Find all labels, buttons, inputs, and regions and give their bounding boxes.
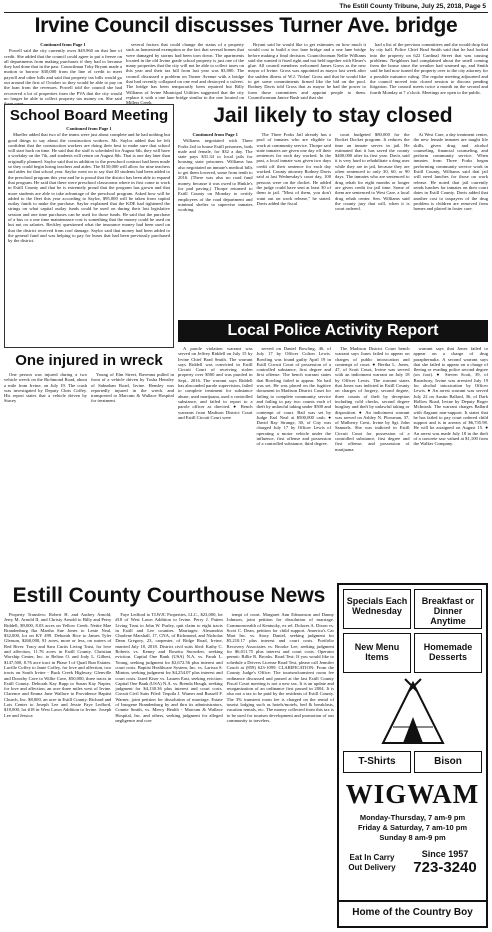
ad-hours-weekend: Friday & Saturday, 7 am-10 pm [357, 823, 468, 832]
irvine-article [4, 42, 488, 107]
courthouse-text-3: tempt of court. Margaret Ann Edmonson and Danny Johnson, joint petition for dissolution of marriage. Commonwealth of Kentucky, ex rel. Dolores A. Dixon vs. Scott C. Dean, petition for child support. America's Car Mart Inc. vs. Stacy Daniel, seeking judgment for $5,210.17 plus interest and court costs. Portfolio Recovery Associates vs. Brooke Lee, seeking judgment for $6,011.75 plus interest and court costs. Operator permit: Billie R. Brooks. Road Test: If you would like to schedule a Drivers License Road Test, please call Jennifer Couch at (859) 623-1099. CLARIFICATION: From the County Judge's Office: The tourism/transient room fee ordinance discussed and passed at the last Estill County Fiscal Court meeting is not a new tax. It is an update and reorganization of an ordinance first passed in 2004. It is also not a tax to be paid by the residents of Estill County. The 3% transient room fee is charged on the rental of tourist lodging such as hotels/motels, bed & breakfasts, vacation rentals, etc. The money collected from this tax is to be used for tourism development and promotion of our community to travelers. [226, 612, 334, 723]
jail-col-3 [335, 132, 410, 316]
ad-menu: New Menu Items [343, 633, 411, 673]
jail-col-1 [178, 132, 253, 316]
ad-tshirts: T-Shirts [343, 751, 411, 773]
ad-bison: Bison [414, 751, 482, 773]
police-col-4 [414, 346, 489, 578]
jail-text-4: At West Care, a day treatment center, the new female inmates are taught life skills, given drug and alcohol counseling, financial counseling, and perform community service. When inmates from Three Forks began performing community service work in Estill County, Williams said that jail will need lunches for those on work release. He noted that jail currently sends lunches for inmates on their court dates in Estill County. Davis added that another cost to taxpayers of the drug problem is children are removed from homes and placed in foster care. [413, 132, 488, 212]
jail-headline: Jail likely to stay closed [213, 104, 453, 127]
wreck-article [4, 352, 174, 580]
ad-tagline: Home of the Country Boy [339, 900, 486, 926]
police-text-2: served on Daniel Bowling, 46, of July 17 by Officer Colton Lewis. Bowling was found guilty April 19 in Estill Circuit Court of possession of a controlled substance, first degree and first offense. The bench warrant states that Bowling failed to appear. No bail was set. He was placed on the fugitive document in Madison District Court for failing to complete community service and failing to pay two counts each of theft by unlawful taking under $500 and contempt of court. Bail was set by Judge Earl Neal at $500,000 cash. ● David Ray Strange, 30, of City was charged July 17 by Officer Lewis of operating a motor vehicle under the influence, first offense and possession of a controlled substance, third degree. [256, 346, 331, 447]
school-board-title: School Board Meeting [9, 107, 169, 124]
police-col-1 [178, 346, 253, 578]
jail-col-4 [414, 132, 489, 316]
irvine-continued: Continued from Page 1 [40, 42, 86, 47]
irvine-text-2: several factors that could change the status of a property such as homestead exemption or the fact that several homes that were damaged by storms had been torn down. The apartments located in the old Irvine grade school property is just one of the many properties that the city will not be able to collect taxes on this year and their tax bill from last year was $3,000. The council discussed a problem on Turner Avenue with a bridge that had recently collapsed on one end and destroyed a culvert. The bridge has been temporarily been repaired but Billy Williams of Irvine Municipal Utilities suggested that the city replace it with a one lane bridge similar to the one located on Millers Creek. [126, 42, 244, 106]
courthouse-article [4, 612, 334, 928]
police-text-3: The Madison District Court bench warrant says Jones failed to appear on charges of public intoxication and contempt of court. ● Bertha L. Jones, 47, of Scott Court, Irvine was served with an indictment warrant on July 18 by Officer Lewis. The warrant states that Jones was indicted in Estill County on charges of forgery, second degree, three counts of theft by deception including cold checks, second degree burglary and theft by unlawful taking or disposition. ● An indictment warrant was served on Ashley N. Plowman, 37, of Mulberry Crest, Irvine by Sgt. John Samuels. She was indicted in Estill Circuit Court for possession of a controlled substance, first degree and first offense, and possession of marijuana. [335, 346, 410, 452]
school-board-box [4, 104, 174, 348]
wreck-text-1: One person was injured during a two vehicle wreck on the Richmond Road, about a mile from Irvine, on July 19. The crash was investigated by Deputy Chris Coffey. His report states that a vehicle driven by Stacey [4, 372, 87, 404]
ad-contact [405, 849, 485, 876]
school-board-text: Mueller added that two of the teams were just about complete and he had nothing but good things to say about the construction workers. Mr. Saylor added that he felt confident that the construction workers are doing their best to make sure that school will start back on time. He said that the staff is scheduled for August 6th, they will have a workday on the 7th, and students will return on August 8th. That is one day later than originally planned. Saylor said that in addition to the preschool contract had been made so they could begin hiring teachers and aides. The $150,000 will allow for nine teachers and aides for that school year. Saylor went on to say that 40 students had been added to the preschool program this year and he is proud that the district has been able to expand that program. He said that there were preschool classrooms where in first come to work in Estill County and that he is extremely proud that the program has grown and that more students are able to take advantage of the preschool program. Asked how will be added to the fleet this year according to Saylor, $95,000 will be taken from capital outlay funds to make the purchase. Saylor explained that the KDE had tightened the strings on what capital outlay funds could be used on during their last legislative session and one time purchases can be used for those funds. He said that the purchase of a bus or a one time maintenance cost is something that the money could be used on but not on salaries. Beckley questioned what the insurance money had been used on that the district received from roof damage. Saylor said that money had been added to the general fund and was helping to pay for buses that had been previously purchased by the district. [8, 132, 170, 244]
wigwam-ad [337, 583, 488, 928]
irvine-text-4: had a list of the previous committees and she would drop that by city hall. Police Chief Brad Smith said that he had looked into the property on 622 Cardinal Street that was causing problems. Neighbors had complained about the smell coming from the house since the weather had warmed up, and Smith said he had now turned the property over to the city attorney for a possible nuisance ruling. The regular meeting adjourned and the council moved into closed session to discuss pending litigation. The council meets twice a month on the second and fourth Monday at 7 o'clock. Meetings are open to the public. [370, 42, 488, 95]
police-col-3 [335, 346, 410, 578]
wreck-col-1 [4, 372, 87, 405]
top-rule [4, 12, 488, 13]
courthouse-col-3 [227, 612, 334, 928]
ad-hours-weekday: Monday-Thursday, 7 am-9 pm [359, 813, 466, 822]
page-folio: The Estill County Tribune, July 25, 2018, Page 5 [339, 3, 486, 10]
teepee-icon [377, 677, 449, 747]
wreck-cols [4, 372, 174, 405]
ad-phone: 723-3240 [413, 859, 477, 876]
courthouse-text-2: Faye Ledford to TLWJC Properties, LLC., $23,000, lot #18 of West Lawn Addition to Irvine. Perry J. Patten Living Trust to John W. Purley, quit claim to eight tracts in Estill and Lee counties. Marriages: Alexandria Charlene Marshall, 17, CNA, of Richmond, and Nicholas Dean Gregory, 23, carpenter, of Ridge Road, Irvine, married July 18, 2018. District civil suits filed: Kathy C. Roberts vs. Kenny and Rosetta Snowden, seeking eviction. Capital One Bank (USA) N.A. vs. Farah L. Young, seeking judgment for $2,672.56 plus interest and court costs. Baptist Healthcare System, Inc. vs. Larissa S. Minton, seeking judgment for $4,254.07 plus interest and court costs. Jared Kiser vs. Lauren East, seeking eviction. Capital One Bank (USA) N.A. vs. Brenda Hough, seeking judgment for $4,130.36 plus interest and court costs. Circuit Civil Suits Filed: Tequila J. Warner and Russell F. Warner, joint petition for dissolution of marriage. Estate of Imogene Brandenburg by and thru its administrators, Connie Smith, vs. Mercy Health - Marcum & Wallace Hospital, Inc. and others, seeking judgment for alleged negligence and con- [115, 612, 223, 723]
ad-specials: Specials Each Wednesday [343, 589, 411, 629]
jail-text-3: court budgeted $80,000 for the Rocket Docket program. It reduces the time an inmate serves in jail. He estimated that it has saved the county $400,000 after its first year. Davis said it is very hard to rehabilitate a drug user while they are in jail, because they are often sentenced to only 30, 60, or 90 days. The inmates who are sentenced to drug rehab for eight months or longer are given credit for jail time. Some of them are sentenced to West Care, a local drug rehab center. Sen. Williams said the county jury that will, when it is court ordered. [335, 132, 410, 212]
jail-text-2: The Three Forks Jail already has a pool of inmates who are eligible to work at community service. Thorpe said state inmates are given one day off their sentences for each day worked. In the past, a local inmate was given two days credit off their sentence for each day worked. County attorney Rodney Davis said at last Wednesday's court day, 100 persons were on the docket. He added the judge could have sent at least 30 of them to jail. "Most of them, you don't want out on work release," he stated. Davis added the fiscal [256, 132, 331, 206]
jail-text-1: Williams negotiated with Three Forks Jail to house Estill prisoners, both male and female, for $32 a day. The state pays $31.34 to local jails for housing state prisoners. Williams has also negotiated on inmate's medical bills to get them lowered, some from tenth to 2016. (There was also no road fund money, because it was owed to Hinkle's for pad paving.) Thorpe returned to Estill County on Monday to certify employees of the road department and minimal shelter to supervise inmates working. [178, 138, 253, 213]
irvine-text-3: Bryant said he would like to get estimates on how much it would cost to build a two lane bridge and a one lane bridge before making a final decision. Councilwoman Nellie Williams said she wanted it fixed right and not held together with Elmer's glue. All council members welcomed James Gross as the new mayor of Irvine. Gross was appointed as mayor last week after the sudden illness of W.J. 'Nolan' Gross and that he would like to get some commitments firmed like the bid on the pool. Rodney Davis told Gross that as mayor he had the power to form those committees and appoint people to them. Councilwoman Janice Bush said that she [248, 42, 366, 100]
wreck-col-2 [91, 372, 174, 405]
jail-continued: Continued from Page 1 [192, 132, 238, 137]
irvine-col-1 [4, 42, 122, 107]
irvine-headline: Irvine Council discusses Turner Ave. bridge [34, 14, 458, 37]
irvine-text-1: Powell said the city currently owes $49,960 on that line of credit. She added that the council could agree to put a freeze on all departments from making purchases if they had to because they had done that in the past. Councilman Toby Bryant made a motion to borrow $30,000 from the line of credit to meet payroll and other bills and said that property tax bills would go out around the first of October so they would be able to pay on the loan from the revenues. Powell told the council she had recovered a lot of properties from the PVA that the city would no longer be able to collect property tax money on. She said there were [4, 48, 122, 107]
ad-desserts: Homemade Desserts [414, 633, 482, 673]
ad-breakfast: Breakfast or Dinner Anytime [414, 589, 482, 629]
ad-hours-sunday: Sunday 8 am-9 pm [379, 833, 446, 842]
jail-col-2 [257, 132, 332, 316]
school-continued: Continued from Page 1 [66, 126, 112, 131]
police-report-banner: Local Police Activity Report [178, 320, 488, 342]
police-text-1: A parole violation warrant was served on Jeffrey Riddell on July 15 by Irvine Chief Brad Smith. The warrant says Riddell was convicted in Estill Circuit Court of receiving stolen property over $500 and was paroled in Sept., 2016. The warrant says Riddell has absconded parole supervision, failed to complete treatment for substance abuse, used marijuana, used a controlled substance, and failed to report to a parole officer as directed. ● Bench warrants from Madison District Court and Estill Circuit Court were [178, 346, 253, 420]
ad-eatin: Eat In Carry Out Delivery [348, 853, 396, 872]
irvine-col-3 [248, 42, 366, 100]
jail-article [178, 132, 488, 316]
ad-hours [341, 813, 484, 843]
ad-since: Since 1957 [421, 849, 469, 859]
courthouse-headline: Estill County Courthouse News [12, 584, 326, 607]
police-col-2 [257, 346, 332, 578]
courthouse-text-1: Property Transfers: Robert H. and Audrey Arnold, Jerry M. Arnold II, and Christy Arnold to Billy and Perry Riddell, $9,000, 8.03 acres on Yellow Creek. Nettie Mae Brandenburg fka Martha Sue Jones to Lenie Neal, $32,000, lot on KY 499. Deborah Rice to James Tyler Gleason, $260,000, 81 acres, more or less, on waters of Red River. Tracy and Sara Curtis Living Trust, for love and affection, 11.76 acres in Estill County. Christian Worship Center, Inc. to Belton O. and Jody L. Gilbert, $147,500, 8.76 acre tract in Phase I of Quail Run Estates. Lucille Coffey to Janie Coffey, for love and affection, two tracts on South Irvine - Buck Creek Highway. Glenville and Dorothy Cave to Willie Cave, $50,000, three tracts in Estill County. Deborah Kay Rupp to Susan Kay Napier, for love and affection, an acre three miles west of Irvine. Clarence and Emma June Wallace to Providence Baptist Church, Inc. $8,000, an acre in Estill County. Richard and Lois Center to Joseph Lee and Jessie Faye Ledford, $18,000, lot #18 in West Lawn Addition to Irvine. Joseph Lee and Jessica [4, 612, 112, 718]
police-text-4: warrant says that Jones failed to appear on a charge of drug paraphernalia. A second warrant says that she failed to appear on a charge of fleeing or evading police second degree (on foot). ● Steven Scott, 39, of Broadway, Irvine was arrested July 19 for alcohol intoxication by Officer Lewis. ● An arrest warrant was served July 22 on Austin Ballard, 36, of Dark Hollow Road, Irvine by Deputy Roger McIntosh. The warrant charges Ballard with flagrant non-support. It states that he has failed to pay court ordered child support and is in arrears of $6,735.98. He will be arraigned on August 15. ● An arrest was made July 18 in the theft of a concrete saw valued at $1,100 from the Walker Company. [413, 346, 488, 447]
school-board-col [8, 126, 170, 244]
ad-name: WIGWAM [345, 779, 480, 809]
irvine-col-4 [370, 42, 488, 100]
courthouse-col-2 [115, 612, 222, 928]
police-article [178, 346, 488, 578]
irvine-col-2 [126, 42, 244, 106]
courthouse-col-1 [4, 612, 111, 928]
wreck-title: One injured in wreck [15, 352, 163, 369]
wreck-text-2: Young of Elm Street, Ravenna pulled in front of a vehicle driven by Tosha Hensley of Suburban Road, Irvine. Hensley was reportedly injured in the wreck and transported to Marcum & Wallace Hospital for treatment. [91, 372, 174, 404]
